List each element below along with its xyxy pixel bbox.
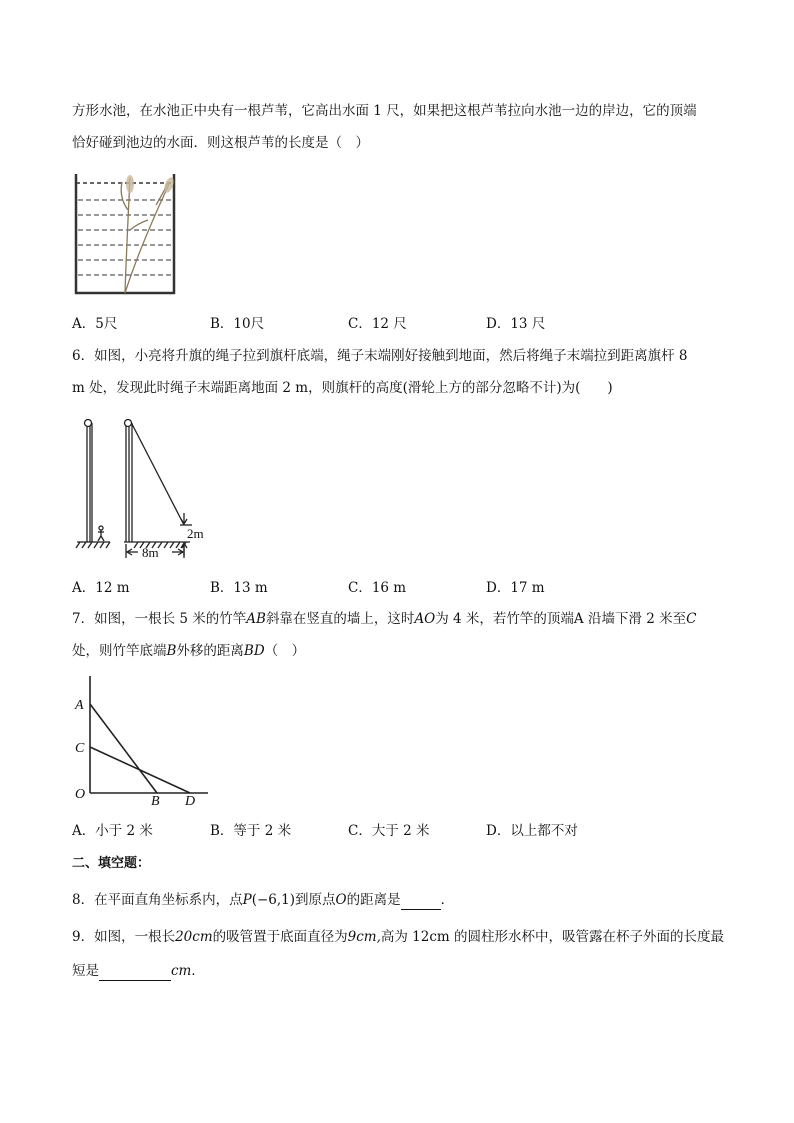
q5-text-line1: 方形水池，在水池正中央有一根芦苇，它高出水面 1 尺，如果把这根芦苇拉向水池一边的岸边，它的顶端	[72, 103, 697, 119]
pulley-icon-right	[125, 420, 132, 427]
q7-text-line2: 处，则竹竿底端B外移的距离BD（ ）	[72, 643, 306, 659]
q6-option-d: D．17 m	[486, 580, 545, 596]
label-d: D	[185, 794, 196, 809]
pole-cd	[90, 747, 190, 793]
q5-pool-figure	[70, 170, 185, 300]
q5-text-line2: 恰好碰到池边的水面．则这根芦苇的长度是（ ）	[72, 135, 369, 151]
q6-option-a: A．12 m	[72, 580, 130, 596]
q5-option-a: A．5尺	[72, 316, 118, 332]
q6-option-b: B．13 m	[210, 580, 268, 596]
q7-option-a: A．小于 2 米	[72, 823, 153, 839]
label-a: A	[75, 698, 84, 713]
q9-text-line1: 9．如图，一根长20cm的吸管置于底面直径为9cm,高为 12cm 的圆柱形水杯中，吸管露在杯子外面的长度最	[72, 929, 725, 945]
q5-option-b: B．10尺	[210, 316, 265, 332]
q6-text-line1: 6．如图，小亮将升旗的绳子拉到旗杆底端，绳子末端刚好接触到地面，然后将绳子末端拉到距离旗杆 8	[72, 348, 688, 364]
q9-answer-blank[interactable]	[99, 962, 171, 981]
label-8m: 8m	[142, 545, 159, 560]
q5-option-c: C．12 尺	[348, 316, 407, 332]
q6-flagpole-figure	[72, 410, 222, 565]
q7-option-c: C．大于 2 米	[348, 823, 430, 839]
q6-option-c: C．16 m	[348, 580, 407, 596]
rope-line	[132, 424, 184, 525]
q7-option-b: B．等于 2 米	[210, 823, 292, 839]
q5-option-d: D．13 尺	[486, 316, 546, 332]
q8-answer-blank[interactable]	[401, 891, 441, 910]
q7-ladder-figure	[72, 672, 217, 807]
q7-text-line1: 7．如图，一根长 5 米的竹竿AB斜靠在竖直的墙上，这时AO为 4 米，若竹竿的顶端A 沿墙下滑 2 米至C	[72, 611, 697, 627]
pole-ab	[90, 704, 157, 793]
label-o: O	[75, 787, 86, 802]
q7-option-d: D．以上都不对	[486, 823, 578, 839]
label-2m: 2m	[187, 526, 204, 541]
q8-text: 8．在平面直角坐标系内，点P(−6,1)到原点O的距离是 ．	[72, 892, 455, 908]
section-heading-fill-blank: 二、填空题：	[72, 856, 151, 871]
q6-text-line2: m 处，发现此时绳子末端距离地面 2 m，则旗杆的高度(滑轮上方的部分忽略不计)为( )	[72, 380, 613, 396]
person-icon	[98, 526, 104, 541]
pulley-icon	[85, 420, 92, 427]
reed-icon	[121, 178, 170, 293]
q9-text-line2: 短是 cm．	[72, 963, 205, 979]
label-b: B	[151, 794, 160, 809]
label-c: C	[75, 741, 85, 756]
